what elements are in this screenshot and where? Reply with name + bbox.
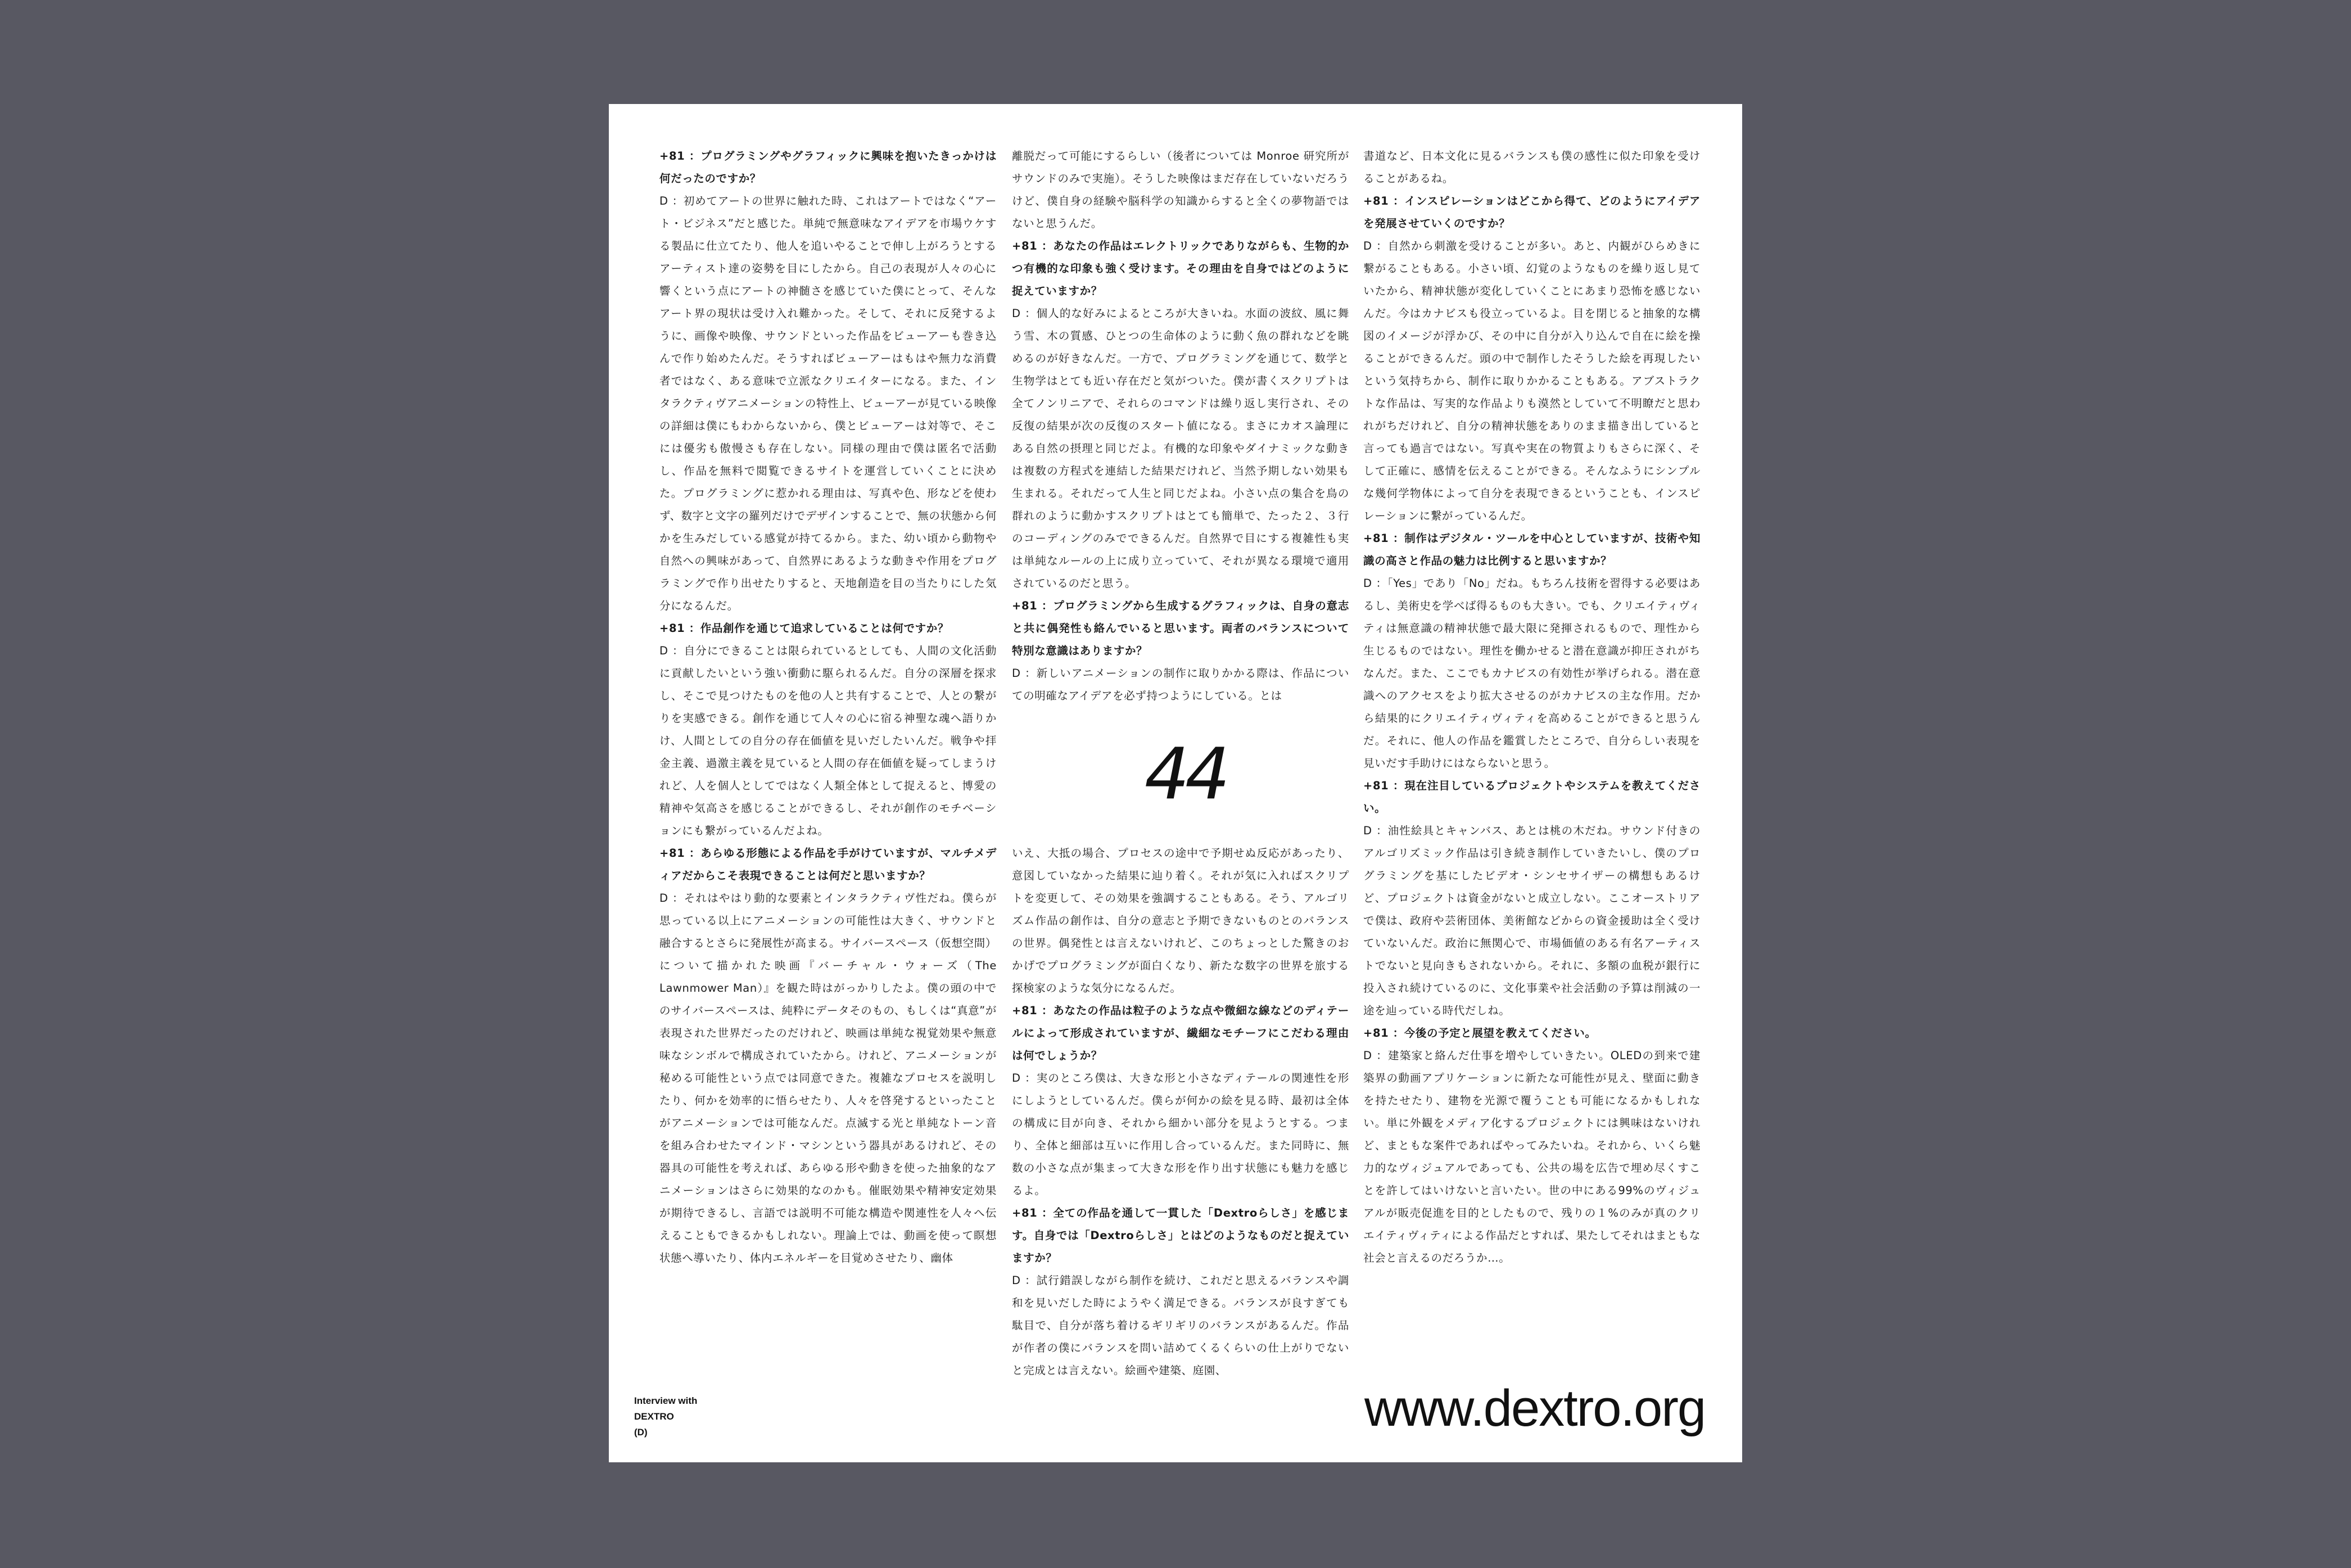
answer-paragraph: D ：実のところ僕は、大きな形と小さなディテールの関連性を形にしようとしているんだ。僕らが何かの絵を見る時、最初は全体の構成に目が向き、それから細かい部分を見ようとする。つまり、全体と細部は互いに作用し合っているんだ。また同時に、無数の小さな点が集まって大きな形を作り出す状態にも魅力を感じるよ。 xyxy=(1012,1072,1349,1197)
text-column-1 xyxy=(659,145,997,1348)
answer-paragraph: いえ、大抵の場合、プロセスの途中で予期せぬ反応があったり、意図していなかった結果に辿り着く。それが気に入ればスクリプトを変更して、その効果を強調することもある。そう、アルゴリズム作品の創作は、自分の意志と予期できないものとのバランスの世界。偶発性とは言えないけれど、このちょっとした驚きのおかげでプログラミングが面白くなり、新たな数字の世界を旅する探検家のような気分になるんだ。 xyxy=(1012,847,1349,995)
page-number: 44 xyxy=(1144,733,1226,815)
site-url-link[interactable]: www.dextro.org xyxy=(1364,1380,1705,1437)
column-2-lower-block xyxy=(1012,842,1349,1382)
question-paragraph: +81 ：制作はデジタル・ツールを中心としていますが、技術や知識の高さと作品の魅力は比例すると思いますか？ xyxy=(1363,532,1701,567)
question-paragraph: +81 ：プログラミングから生成するグラフィックは、自身の意志と共に偶発性も絡んでいると思います。両者のバランスについて特別な意識はありますか？ xyxy=(1012,599,1349,657)
answer-paragraph: D ：試行錯誤しながら制作を続け、これだと思えるバランスや調和を見いだした時にようやく満足できる。バランスが良すぎても駄目で、自分が落ち着けるギリギリのバランスがあるんだ。作品が作者の僕にバランスを問い詰めてくるくらいの仕上がりでないと完成とは言えない。絵画や建築、庭園、 xyxy=(1012,1274,1349,1377)
answer-paragraph: D ：初めてアートの世界に触れた時、これはアートではなく“アート・ビジネス”だと感じた。単純で無意味なアイデアを市場ウケする製品に仕立てたり、他人を追いやることで伸し上がろうとするアーティスト達の姿勢を目にしたから。自己の表現が人々の心に響くという点にアートの神髄さを感じていた僕にとって、そんなアート界の現状は受け入れ難かった。そして、それに反発するように、画像や映像、サウンドといった作品をビューアーも巻き込んで作り始めたんだ。そうすればビューアーはもはや無力な消費者ではなく、ある意味で立派なクリエイターになる。また、インタラクティヴアニメーションの特性上、ビューアーが見ている映像の詳細は僕にもわからないから、僕とビューアーは対等で、そこには優劣も傲慢さも存在しない。同様の理由で僕は匿名で活動し、作品を無料で閲覧できるサイトを運営していくことに決めた。プログラミングに惹かれる理由は、写真や色、形などを使わず、数字と文字の羅列だけでデザインすることで、無の状態から何かを生みだしている感覚が持てるから。また、幼い頃から動物や自然への興味があって、自然界にあるような動きや作用をプログラミングで作り出せたりすると、天地創造を目の当たりにした気分になるんだ。 xyxy=(659,195,997,612)
magazine-page xyxy=(609,104,1742,1462)
answer-paragraph: D ：それはやはり動的な要素とインタラクティヴ性だね。僕らが思っている以上にアニメーションの可能性は大きく、サウンドと融合するとさらに発展性が高まる。サイバースペース（仮想空間）について描かれた映画『バーチャル・ウォーズ（The Lawnmower Man）』を観た時はがっかりしたよ。僕の頭の中でのサイバースペースは、純粋にデータそのもの、もしくは“真意”が表現された世界だったのだけれど、映画は単純な視覚効果や無意味なシンボルで構成されていたから。けれど、アニメーションが秘める可能性という点では同意できた。複雑なプロセスを説明したり、何かを効率的に悟らせたり、人々を啓発するといったことがアニメーションでは可能なんだ。点滅する光と単純なトーン音を組み合わせたマインド・マシンという器具があるけれど、その器具の可能性を考えれば、あらゆる形や動きを使った抽象的なアニメーションはさらに効果的なのかも。催眠効果や精神安定効果が期待できるし、言語では説明不可能な構造や関連性を人々へ伝えることもできるかもしれない。理論上では、動画を使って瞑想状態へ導いたり、体内エネルギーを目覚めさせたり、幽体 xyxy=(659,892,997,1264)
question-paragraph: +81 ：あなたの作品は粒子のような点や微細な線などのディテールによって形成されていますが、繊細なモチーフにこだわる理由は何でしょうか？ xyxy=(1012,1004,1349,1062)
question-paragraph: +81 ：今後の予定と展望を教えてください。 xyxy=(1363,1027,1597,1040)
credit-line: (D) xyxy=(634,1427,648,1438)
question-paragraph: +81 ：あなたの作品はエレクトリックでありながらも、生物的かつ有機的な印象も強く受けます。その理由を自身ではどのように捉えていますか？ xyxy=(1012,240,1349,297)
credit-line: Interview with xyxy=(634,1395,698,1406)
answer-paragraph: D ：建築家と絡んだ仕事を増やしていきたい。OLEDの到来で建築界の動画アプリケーションに新たな可能性が見え、壁面に動きを持たせたり、建物を光源で覆うことも可能になるかもしれない。単に外観をメディア化するプロジェクトには興味はないけれど、まともな案件であればやってみたいね。それから、いくら魅力的なヴィジュアルであっても、公共の場を広告で埋め尽くすことを許してはいけないと言いたい。世の中にある99%のヴィジュアルが販売促進を目的としたもので、残りの１%のみが真のクリエイティヴィティによる作品だとすれば、果たしてそれはまともな社会と言えるのだろうか…。 xyxy=(1363,1049,1701,1264)
question-paragraph: +81 ：プログラミングやグラフィックに興味を抱いたきっかけは何だったのですか？ xyxy=(659,150,997,185)
answer-paragraph: D ：油性絵具とキャンバス、あとは桃の木だね。サウンド付きのアルゴリズミック作品は引き続き制作していきたいし、僕のプログラミングを基にしたビデオ・シンセサイザーの構想もあるけど、プロジェクトは資金がないと成立しない。ここオーストリアで僕は、政府や芸術団体、美術館などからの資金援助は全く受けていないんだ。政治に無関心で、市場価値のある有名アーティストでないと見向きもされないから。それに、多額の血税が銀行に投入され続けているのに、文化事業や社会活動の予算は削減の一途を辿っている時代だしね。 xyxy=(1363,824,1701,1017)
answer-paragraph: 離脱だって可能にするらしい（後者については Monroe 研究所がサウンドのみで実施）。そうした映像はまだ存在していないだろうけど、僕自身の経験や脳科学の知識からすると全くの夢物語ではないと思うんだ。 xyxy=(1012,150,1349,230)
question-paragraph: +81 ：全ての作品を通して一貫した「Dextroらしさ」を感じます。自身では「Dextroらしさ」とはどのようなものだと捉えていますか？ xyxy=(1012,1206,1349,1264)
answer-paragraph: D ：自分にできることは限られているとしても、人間の文化活動に貢献したいという強い衝動に駆られるんだ。自分の深層を探求し、そこで見つけたものを他の人と共有することで、人との繋がりを実感できる。創作を通じて人々の心に宿る神聖な魂へ語りかけ、人間としての自分の存在価値を見いだしたいんだ。戦争や拝金主義、過激主義を見ていると人間の存在価値を疑ってしまうけれど、人を個人としてではなく人類全体として捉えると、博愛の精神や気高さを感じることができるし、それが創作のモチベーションにも繋がっているんだよね。 xyxy=(659,644,997,837)
question-paragraph: +81 ：あらゆる形態による作品を手がけていますが、マルチメディアだからこそ表現できることは何だと思いますか？ xyxy=(659,847,997,882)
question-paragraph: +81 ：インスピレーションはどこから得て、どのようにアイデアを発展させていくのですか？ xyxy=(1363,195,1701,230)
answer-paragraph: D ：個人的な好みによるところが大きいね。水面の波紋、風に舞う雪、木の質感、ひとつの生命体のように動く魚の群れなどを眺めるのが好きなんだ。一方で、プログラミングを通じて、数学と生物学はとても近い存在だと気がついた。僕が書くスクリプトは全てノンリニアで、それらのコマンドは繰り返し実行され、その反復の結果が次の反復のスタート値になる。まさにカオス論理にある自然の摂理と同じだよ。有機的な印象やダイナミックな動きは複数の方程式を連結した結果だけれど、当然予期しない効果も生まれる。それだって人生と同じだよね。小さい点の集合を鳥の群れのように動かすスクリプトはとても簡単で、たった２、３行のコーディングのみでできるんだ。自然界で目にする複雑性も実は単純なルールの上に成り立っていて、それが異なる環境で適用されているのだと思う。 xyxy=(1012,307,1349,590)
text-column-3 xyxy=(1363,145,1701,1348)
credit-line: DEXTRO xyxy=(634,1411,674,1422)
answer-paragraph: D ：「Yes」であり「No」だね。もちろん技術を習得する必要はあるし、美術史を学べば得るものも大きい。でも、クリエイティヴィティは無意識の精神状態で最大限に発揮されるもので、理性から生じるものではない。理性を働かせると潜在意識が抑圧されがちなんだ。また、ここでもカナビスの有効性が挙げられる。潜在意識へのアクセスをより拡大させるのがカナビスの主な作用。だから結果的にクリエイティヴィティを高めることができると思うんだ。それに、他人の作品を鑑賞したところで、自分らしい表現を見いだす手助けにはならないと思う。 xyxy=(1363,577,1701,770)
column-2-upper-block xyxy=(1012,145,1349,769)
question-paragraph: +81 ：作品創作を通じて追求していることは何ですか？ xyxy=(659,622,949,635)
answer-paragraph: D ：新しいアニメーションの制作に取りかかる際は、作品についての明確なアイデアを必ず持つようにしている。とは xyxy=(1012,667,1349,702)
interview-credit xyxy=(634,1393,697,1440)
answer-paragraph: 書道など、日本文化に見るバランスも僕の感性に似た印象を受けることがあるね。 xyxy=(1363,150,1701,185)
answer-paragraph: D ：自然から刺激を受けることが多い。あと、内観がひらめきに繋がることもある。小さい頃、幻覚のようなものを繰り返し見ていたから、精神状態が変化していくことにあまり恐怖を感じないんだ。今はカナビスも役立っているよ。目を閉じると抽象的な構図のイメージが浮かび、その中に自分が入り込んで自在に絵を操ることができるんだ。頭の中で制作したそうした絵を再現したいという気持ちから、制作に取りかかることもある。アブストラクトな作品は、写実的な作品よりも漠然としていて不明瞭だと思われがちだけれど、自分の精神状態をありのまま描き出していると言っても過言ではない。写真や実在の物質よりもさらに深く、そして正確に、感情を伝えることができる。そんなふうにシンプルな幾何学物体によって自分を表現できるということも、インスピレーションに繋がっているんだ。 xyxy=(1363,240,1701,522)
question-paragraph: +81 ：現在注目しているプロジェクトやシステムを教えてください。 xyxy=(1363,779,1701,815)
